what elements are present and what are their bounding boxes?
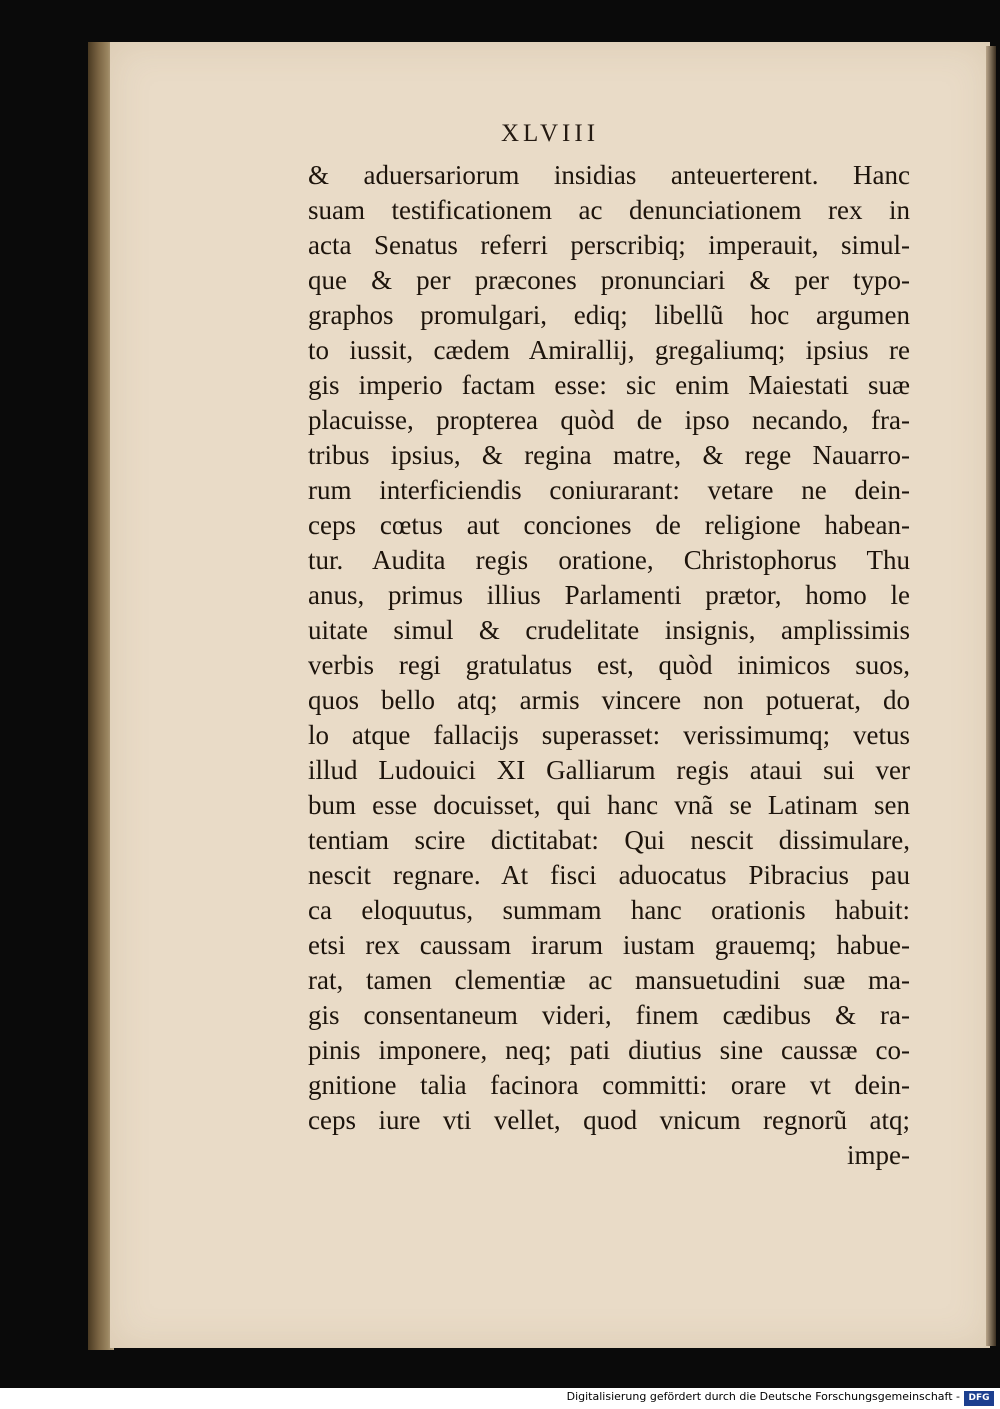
text-line: acta Senatus referri perscribiq; imperauit, simul- bbox=[308, 230, 910, 260]
footer-bar bbox=[0, 1388, 1000, 1409]
page-right-edge bbox=[986, 46, 996, 1346]
text-block bbox=[308, 158, 910, 1173]
text-line: nescit regnare. At fisci aduocatus Pibracius pau bbox=[308, 860, 910, 890]
text-line: illud Ludouici XI Galliarum regis ataui sui ver bbox=[308, 755, 910, 785]
text-line: quos bello atq; armis vincere non potuerat, do bbox=[308, 685, 910, 715]
dfg-logo: DFG bbox=[964, 1391, 994, 1406]
text-line: graphos promulgari, ediq; libellũ hoc argumen bbox=[308, 300, 910, 330]
text-line: gis imperio factam esse: sic enim Maiestati suæ bbox=[308, 370, 910, 400]
text-line: bum esse docuisset, qui hanc vnã se Latinam sen bbox=[308, 790, 910, 820]
text-line: ceps cœtus aut conciones de religione habean- bbox=[308, 510, 910, 540]
text-line: verbis regi gratulatus est, quòd inimicos suos, bbox=[308, 650, 910, 680]
text-line: placuisse, propterea quòd de ipso necando, fra- bbox=[308, 405, 910, 435]
catchword: impe- bbox=[847, 1140, 910, 1170]
text-line: anus, primus illius Parlamenti prætor, homo le bbox=[308, 580, 910, 610]
text-line: ca eloquutus, summam hanc orationis habuit: bbox=[308, 895, 910, 925]
footer-credit-text: Digitalisierung gefördert durch die Deutsche Forschungsgemeinschaft - bbox=[566, 1390, 960, 1403]
text-line: tur. Audita regis oratione, Christophorus Thu bbox=[308, 545, 910, 575]
text-line: tribus ipsius, & regina matre, & rege Nauarro- bbox=[308, 440, 910, 470]
text-line: rum interficiendis coniurarant: vetare ne dein- bbox=[308, 475, 910, 505]
text-line: que & per præcones pronunciari & per typo- bbox=[308, 265, 910, 295]
book-page bbox=[110, 42, 990, 1348]
text-line: etsi rex caussam irarum iustam grauemq; habue- bbox=[308, 930, 910, 960]
text-line: uitate simul & crudelitate insignis, amplissimis bbox=[308, 615, 910, 645]
text-line: rat, tamen clementiæ ac mansuetudini suæ ma- bbox=[308, 965, 910, 995]
running-head: XLVIII bbox=[500, 120, 600, 147]
text-line: lo atque fallacijs superasset: verissimumq; vetus bbox=[308, 720, 910, 750]
text-line: to iussit, cædem Amirallij, gregaliumq; ipsius re bbox=[308, 335, 910, 365]
text-line: gis consentaneum videri, finem cædibus & ra- bbox=[308, 1000, 910, 1030]
text-line: suam testificationem ac denunciationem rex in bbox=[308, 195, 910, 225]
text-line: tentiam scire dictitabat: Qui nescit dissimulare, bbox=[308, 825, 910, 855]
text-line: gnitione talia facinora committi: orare vt dein- bbox=[308, 1070, 910, 1100]
text-line: pinis imponere, neq; pati diutius sine caussæ co- bbox=[308, 1035, 910, 1065]
text-line: ceps iure vti vellet, quod vnicum regnorũ atq; bbox=[308, 1105, 910, 1135]
text-line: & aduersariorum insidias anteuerterent. Hanc bbox=[308, 160, 910, 190]
